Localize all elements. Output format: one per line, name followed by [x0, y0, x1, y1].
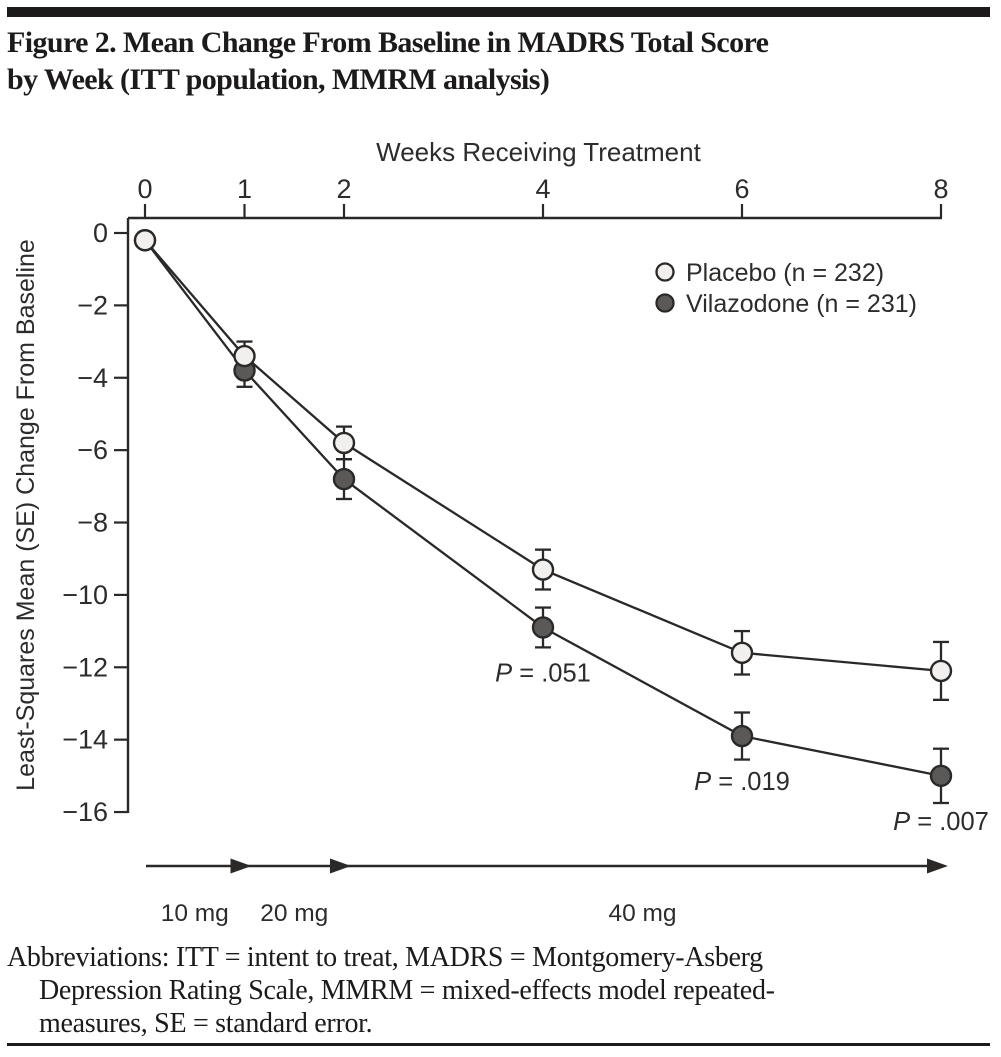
series-line-vilazodone — [145, 240, 941, 776]
p-value-annotation: P = .051 — [495, 659, 591, 688]
dose-arrow-head — [927, 859, 948, 874]
p-value-annotation: P = .019 — [694, 768, 790, 797]
data-point-vilazodone — [533, 617, 553, 637]
x-tick-label: 2 — [336, 174, 352, 204]
legend-label-vilazodone: Vilazodone (n = 231) — [686, 290, 917, 318]
abbreviations-line-3: measures, SE = standard error. — [39, 1008, 373, 1039]
data-point-placebo — [235, 346, 255, 366]
y-tick-label: −16 — [62, 797, 108, 828]
figure-title-line-2: by Week (ITT population, MMRM analysis) — [7, 63, 550, 96]
y-axis-title: Least-Squares Mean (SE) Change From Baseline — [12, 239, 40, 791]
x-axis-title: Weeks Receiving Treatment — [376, 137, 701, 167]
y-tick-label: −6 — [77, 435, 108, 466]
x-tick-label: 6 — [734, 174, 750, 204]
x-tick-label: 8 — [933, 174, 949, 204]
data-point-placebo — [732, 643, 752, 663]
data-point-placebo — [135, 230, 155, 250]
dose-label: 10 mg — [160, 900, 229, 927]
x-tick-label: 4 — [535, 174, 551, 204]
data-point-vilazodone — [732, 726, 752, 746]
data-point-placebo — [334, 433, 354, 453]
data-point-placebo — [533, 560, 553, 580]
y-tick-label: −2 — [77, 290, 108, 321]
y-tick-label: −4 — [77, 362, 108, 393]
data-point-vilazodone — [931, 766, 951, 786]
y-tick-label: −12 — [62, 652, 108, 683]
bottom-rule — [7, 1043, 990, 1046]
abbreviations-line-1: Abbreviations: ITT = intent to treat, MADRS = Montgomery-Asberg — [7, 942, 763, 973]
y-tick-label: 0 — [92, 218, 108, 248]
legend-marker-vilazodone — [657, 295, 674, 312]
dose-label: 40 mg — [608, 900, 677, 927]
y-tick-label: −10 — [62, 579, 108, 610]
dose-label: 20 mg — [260, 900, 329, 927]
figure-title-line-1: Figure 2. Mean Change From Baseline in MADRS Total Score — [7, 26, 769, 59]
data-point-vilazodone — [334, 469, 354, 489]
x-tick-label: 1 — [236, 174, 253, 204]
y-tick-label: −14 — [62, 724, 108, 755]
legend-marker-placebo — [657, 264, 674, 281]
data-point-placebo — [931, 661, 951, 681]
legend-label-placebo: Placebo (n = 232) — [686, 259, 885, 287]
abbreviations-line-2: Depression Rating Scale, MMRM = mixed-effects model repeated- — [39, 975, 775, 1006]
p-value-annotation: P = .007 — [893, 807, 989, 836]
abbreviations-note — [7, 941, 997, 1040]
y-tick-label: −8 — [77, 507, 108, 538]
x-tick-label: 0 — [137, 174, 153, 204]
